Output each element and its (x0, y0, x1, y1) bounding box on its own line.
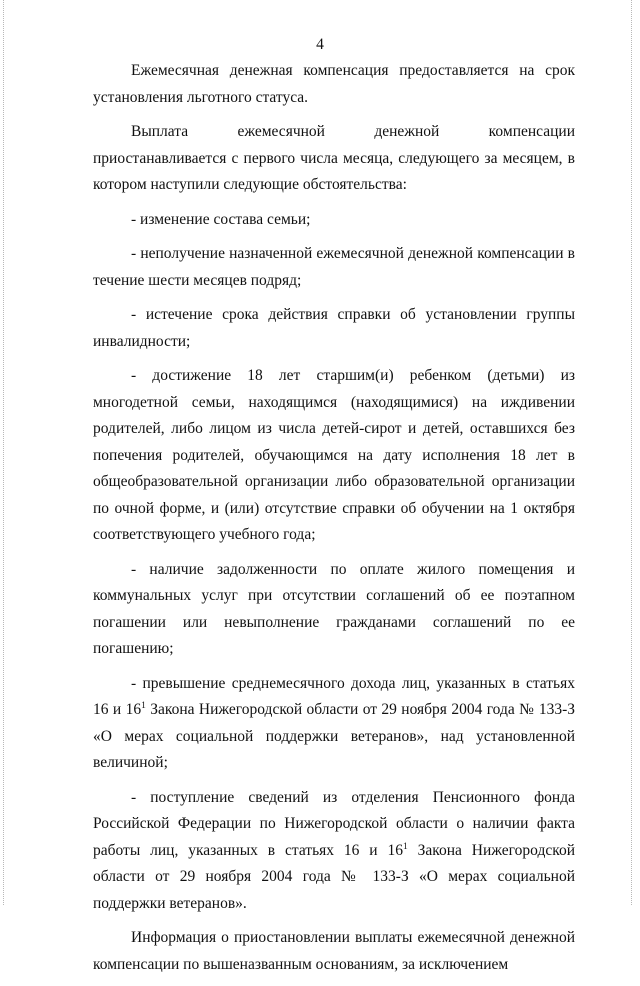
pension-fund-text-a: - поступление сведений из отделения Пенсионного фонда Российской Федерации по Нижегородской области о наличии факта работы лиц, указанных в статьях 16 и 16 (93, 788, 575, 859)
superscript-1: 1 (141, 701, 146, 711)
list-item-pension-fund-info (93, 785, 575, 918)
document-body (93, 58, 575, 986)
income-excess-text-a: - превышение среднемесячного дохода лиц, указанных в статьях 16 и 16 (93, 674, 575, 718)
pension-fund-text-b: Закона Нижегородской области от 29 ноября 2004 года № 133-З «О мерах социальной поддержки ветеранов». (93, 841, 575, 912)
paragraph-suspension-information: Информация о приостановлении выплаты ежемесячной денежной компенсации по вышеназванным основаниям, за исключением (93, 929, 575, 973)
superscript-1: 1 (402, 841, 408, 852)
paragraph-compensation-term: Ежемесячная денежная компенсация предоставляется на срок установления льготного статуса. (93, 62, 575, 106)
list-item-income-excess (93, 671, 575, 777)
list-item-child-age: - достижение 18 лет старшим(и) ребенком (детьми) из многодетной семьи, находящимся (находящимися) на иждивении родителей, либо лицом из числа детей-сирот и детей, оставшихся без попечения родителей, обучающимся на дату исполнения 18 лет в общеобразовательной организации либо образовательной организации по очной форме, и (или) отсутствие справки об обучении на 1 октября соответствующего учебного года; (93, 367, 575, 543)
scan-edge-right (631, 0, 632, 905)
page-number: 4 (316, 36, 324, 53)
scan-edge-left (3, 0, 4, 905)
income-excess-text-b: Закона Нижегородской области от 29 ноября 2004 года № 133-З «О мерах социальной поддержки ветеранов», над установленной величиной; (93, 701, 575, 771)
list-item-not-received: - неполучение назначенной ежемесячной денежной компенсации в течение шести месяцев подряд; (93, 245, 575, 289)
list-item-family-change: - изменение состава семьи; (131, 210, 311, 228)
paragraph-suspension-intro: Выплата ежемесячной денежной компенсации приостанавливается с первого числа месяца, следующего за месяцем, в котором наступили следующие обстоятельства: (93, 123, 575, 193)
list-item-disability-certificate: - истечение срока действия справки об установлении группы инвалидности; (93, 306, 575, 350)
list-item-housing-debt: - наличие задолженности по оплате жилого помещения и коммунальных услуг при отсутствии соглашений об ее поэтапном погашении или невыполнение гражданами соглашений по ее погашению; (93, 560, 575, 657)
